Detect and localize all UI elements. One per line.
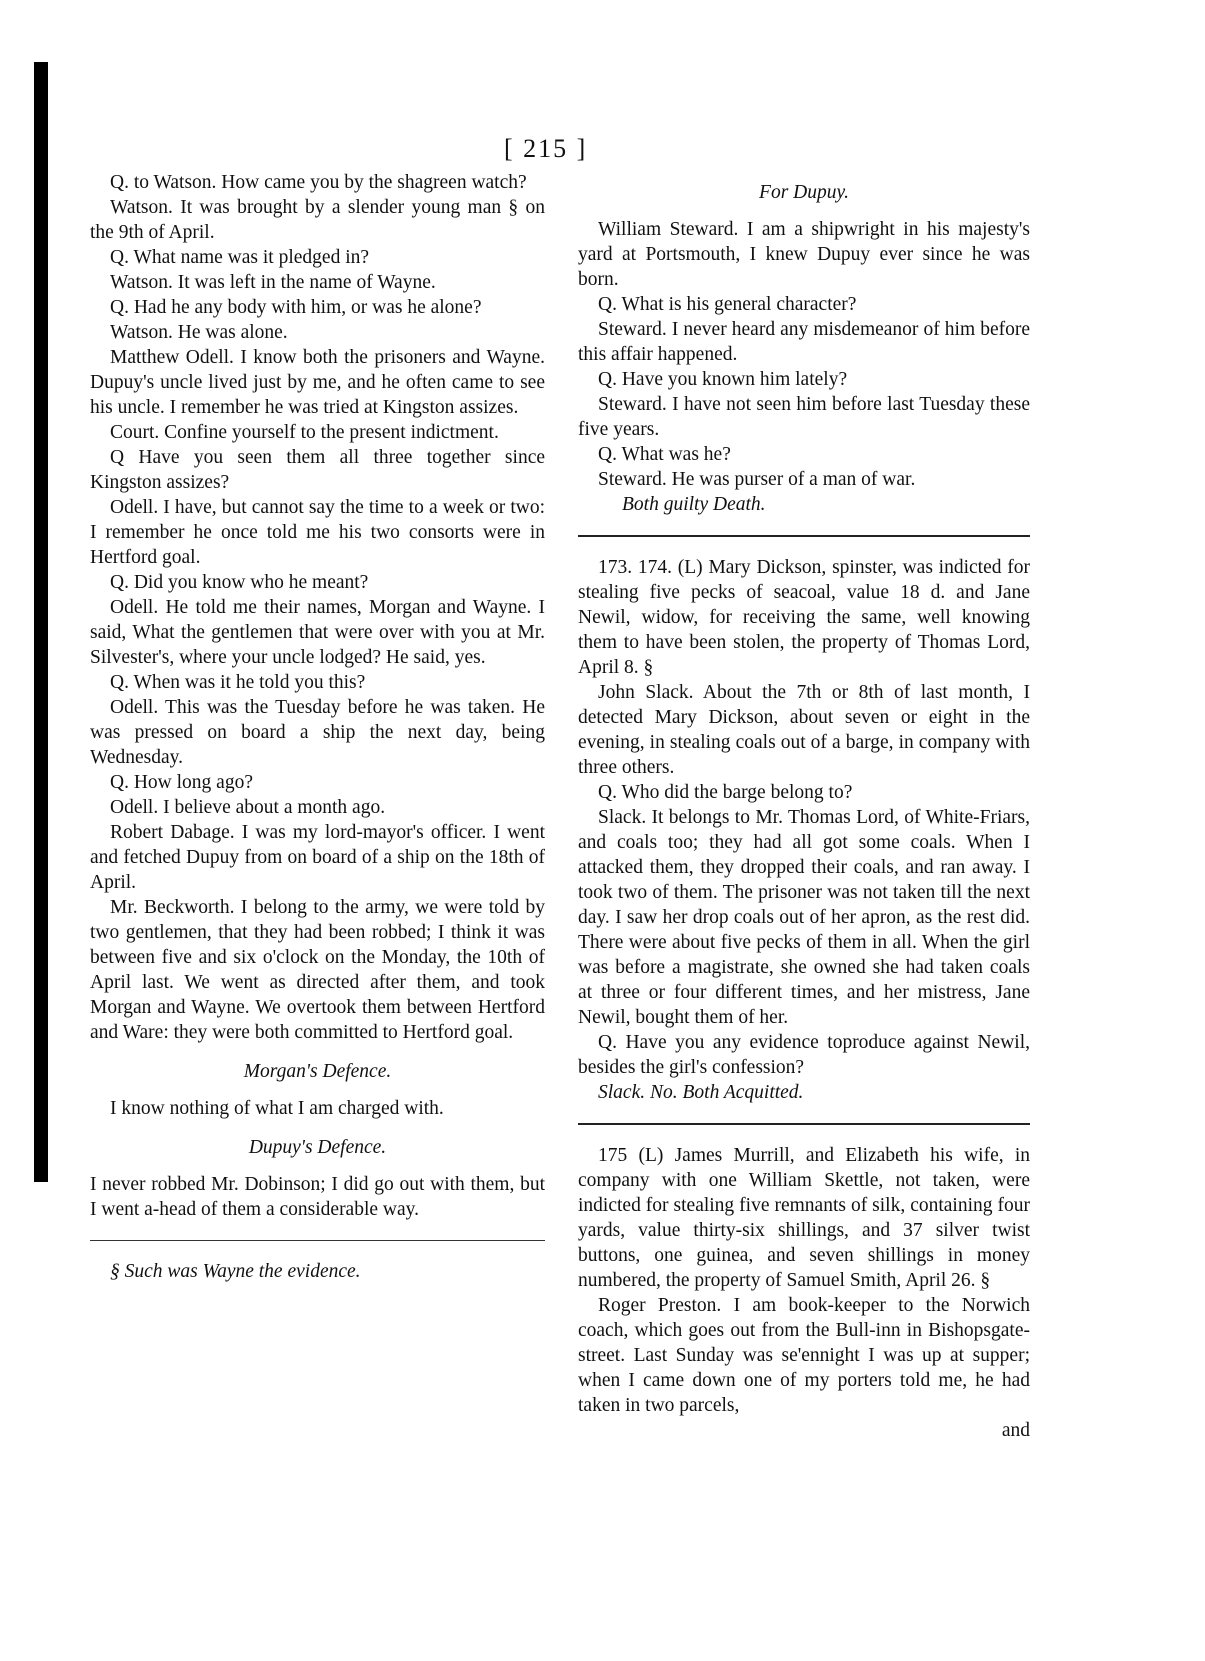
verdict: Both guilty Death. <box>622 494 766 515</box>
left-para: Court. Confine yourself to the present indictment. <box>110 422 499 443</box>
footnote: § Such was Wayne the evidence. <box>110 1261 361 1282</box>
left-para: Mr. Beckworth. I belong to the army, we were told by two gentlemen, that they had been robbed; I think it was between five and six o'clock on the Monday, the 10th of April last. We went as directed after them, and took Morgan and Wayne. We overtook them between Hertford and Ware: they were both committed to Hertford goal. <box>90 897 545 1043</box>
case-para: Roger Preston. I am book-keeper to the Norwich coach, which goes out from the Bull-inn in Bishopsgate-street. Last Sunday was se'ennight I was up at supper; when I came down one of my porters told me, he had taken in two parcels, <box>578 1295 1030 1416</box>
right-column <box>578 170 1030 1443</box>
morgan-defence-heading: Morgan's Defence. <box>243 1061 392 1082</box>
left-para: Watson. It was left in the name of Wayne. <box>110 272 436 293</box>
case-divider <box>578 1123 1030 1125</box>
left-para: Matthew Odell. I know both the prisoners and Wayne. Dupuy's uncle lived just by me, and he often came to see his uncle. I remember he was tried at Kingston assizes. <box>90 347 545 418</box>
right-para: Q. What is his general character? <box>598 294 857 315</box>
right-para: Q. What was he? <box>598 444 731 465</box>
left-para: Odell. I have, but cannot say the time to a week or two: I remember he once told me his two consorts were in Hertford goal. <box>90 497 545 568</box>
left-para: Odell. I believe about a month ago. <box>110 797 386 818</box>
left-para: Watson. It was brought by a slender young man § on the 9th of April. <box>90 197 545 243</box>
verdict: Slack. No. Both Acquitted. <box>598 1082 804 1103</box>
left-para: Q. How long ago? <box>110 772 253 793</box>
case-para: 173. 174. (L) Mary Dickson, spinster, was indicted for stealing five pecks of seacoal, value 18 d. and Jane Newil, widow, for receiving the same, well knowing them to have been stolen, the property of Thomas Lord, April 8. § <box>578 557 1030 678</box>
left-para: Watson. He was alone. <box>110 322 288 343</box>
left-column <box>90 170 545 1284</box>
right-para: Steward. I never heard any misdemeanor of him before this affair happened. <box>578 319 1030 365</box>
page-number: [ 215 ] <box>504 134 588 163</box>
case-para: Q. Have you any evidence toproduce against Newil, besides the girl's confession? <box>578 1032 1030 1078</box>
left-para: Q. to Watson. How came you by the shagreen watch? <box>110 172 527 193</box>
case-para: 175 (L) James Murrill, and Elizabeth his wife, in company with one William Skettle, not taken, were indicted for stealing five remnants of silk, containing four yards, value thirty-six shillings, and 37 silver twist buttons, one guinea, and seven shillings in money numbered, the property of Samuel Smith, April 26. § <box>578 1145 1030 1291</box>
right-para: Steward. He was purser of a man of war. <box>598 469 916 490</box>
left-para: Robert Dabage. I was my lord-mayor's officer. I went and fetched Dupuy from on board of a ship on the 18th of April. <box>90 822 545 893</box>
left-para: Q Have you seen them all three together since Kingston assizes? <box>90 447 545 493</box>
right-para: Steward. I have not seen him before last Tuesday these five years. <box>578 394 1030 440</box>
dupuy-defence-text: I never robbed Mr. Dobinson; I did go out with them, but I went a-head of them a considerable way. <box>90 1174 545 1220</box>
left-para: Odell. This was the Tuesday before he was taken. He was pressed on board a ship the next day, being Wednesday. <box>90 697 545 768</box>
left-para: Q. When was it he told you this? <box>110 672 366 693</box>
case-para: Slack. It belongs to Mr. Thomas Lord, of White-Friars, and coals too; they had all got some coals. When I attacked them, they dropped their coals, and ran away. I took two of them. The prisoner was not taken till the next day. I saw her drop coals out of her apron, as the rest did. There were about five pecks of them in all. When the girl was before a magistrate, she owned she had taken coals at three or four different times, and her mistress, Jane Newil, bought them of her. <box>578 807 1030 1028</box>
catchword: and <box>1001 1420 1030 1441</box>
for-dupuy-heading: For Dupuy. <box>759 182 849 203</box>
page-margin-bar <box>34 62 48 1182</box>
case-divider <box>578 535 1030 537</box>
dupuy-defence-heading: Dupuy's Defence. <box>248 1137 387 1158</box>
right-para: Q. Have you known him lately? <box>598 369 848 390</box>
case-para: Q. Who did the barge belong to? <box>598 782 853 803</box>
morgan-defence-text: I know nothing of what I am charged with. <box>110 1098 444 1119</box>
left-para: Odell. He told me their names, Morgan and Wayne. I said, What the gentlemen that were over with you at Mr. Silvester's, where your uncle lodged? He said, yes. <box>90 597 545 668</box>
footnote-divider <box>90 1240 545 1241</box>
case-para: John Slack. About the 7th or 8th of last month, I detected Mary Dickson, about seven or eight in the evening, in stealing coals out of a barge, in company with three others. <box>578 682 1030 778</box>
left-para: Q. Did you know who he meant? <box>110 572 369 593</box>
right-para: William Steward. I am a shipwright in his majesty's yard at Portsmouth, I knew Dupuy ever since he was born. <box>578 219 1030 290</box>
left-para: Q. Had he any body with him, or was he alone? <box>110 297 482 318</box>
left-para: Q. What name was it pledged in? <box>110 247 370 268</box>
